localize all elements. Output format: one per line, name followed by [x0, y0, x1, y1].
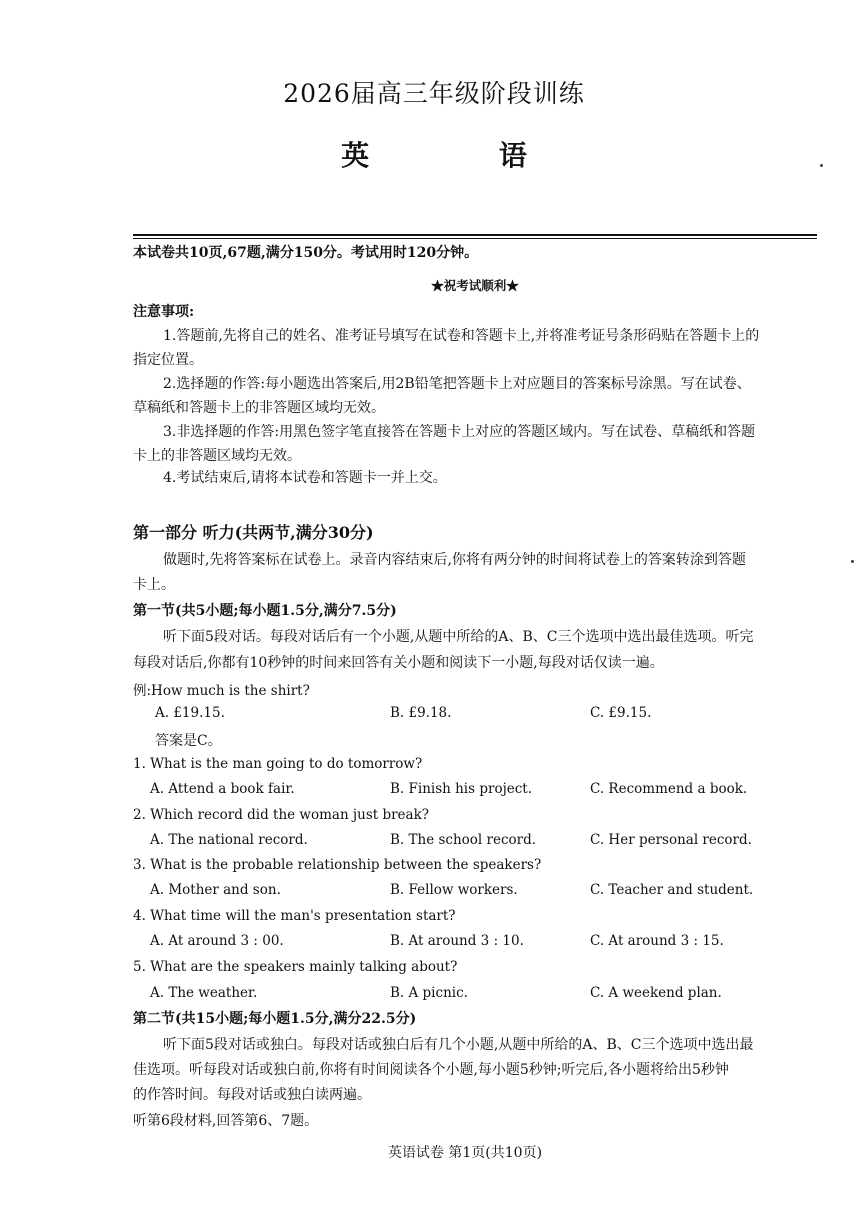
example-option-c: C. £9.15. [590, 705, 652, 721]
material-line: 听第6段材料,回答第6、7题。 [133, 1113, 319, 1129]
option-a: A. The weather. [150, 985, 258, 1001]
notice-item: 4.考试结束后,请将本试卷和答题卡一并上交。 [163, 470, 447, 486]
question-5: 5. What are the speakers mainly talking about? [133, 959, 458, 975]
question-3: 3. What is the probable relationship between the speakers? [133, 857, 542, 873]
exam-info-line: 本试卷共10页,67题,满分150分。考试用时120分钟。 [133, 245, 479, 261]
option-a: A. The national record. [150, 832, 308, 848]
section2-heading: 第二节(共15小题;每小题1.5分,满分22.5分) [133, 1011, 417, 1027]
option-a: A. Attend a book fair. [150, 781, 295, 797]
notice-item: 2.选择题的作答:每小题选出答案后,用2B铅笔把答题卡上对应题目的答案标号涂黑。写在试卷、 [163, 376, 751, 392]
section1-heading: 第一节(共5小题;每小题1.5分,满分7.5分) [133, 603, 397, 619]
option-b: B. A picnic. [390, 985, 468, 1001]
notice-item: 草稿纸和答题卡上的非答题区域均无效。 [133, 400, 385, 416]
question-4: 4. What time will the man's presentation start? [133, 908, 456, 924]
notice-item: 1.答题前,先将自己的姓名、准考证号填写在试卷和答题卡上,并将准考证号条形码贴在答题卡上的 [163, 328, 760, 344]
part1-intro-line: 做题时,先将答案标在试卷上。录音内容结束后,你将有两分钟的时间将试卷上的答案转涂到答题 [163, 552, 746, 568]
scan-speck [820, 164, 823, 167]
example-option-b: B. £9.18. [390, 705, 452, 721]
header-rule-thin [133, 238, 817, 239]
notice-item: 卡上的非答题区域均无效。 [133, 448, 301, 464]
option-b: B. The school record. [390, 832, 537, 848]
scan-speck [851, 560, 854, 563]
option-a: A. Mother and son. [150, 882, 281, 898]
part1-intro-line: 卡上。 [133, 577, 175, 593]
notice-item: 3.非选择题的作答:用黑色签字笔直接答在答题卡上对应的答题区域内。写在试卷、草稿纸和答题 [163, 424, 756, 440]
section2-instruction-line: 的作答时间。每段对话或独白读两遍。 [133, 1087, 371, 1103]
exam-title: 2026届高三年级阶段训练 [283, 79, 585, 108]
option-c: C. A weekend plan. [590, 985, 722, 1001]
example-answer: 答案是C。 [155, 733, 222, 749]
header-rule-thick [133, 234, 817, 236]
section1-instruction-line: 听下面5段对话。每段对话后有一个小题,从题中所给的A、B、C三个选项中选出最佳选项。听完 [163, 629, 754, 645]
section2-instruction-line: 佳选项。听每段对话或独白前,你将有时间阅读各个小题,每小题5秒钟;听完后,各小题将给出5秒钟 [133, 1062, 729, 1078]
example-question: 例:How much is the shirt? [133, 683, 310, 699]
option-c: C. Recommend a book. [590, 781, 748, 797]
section2-instruction-line: 听下面5段对话或独白。每段对话或独白后有几个小题,从题中所给的A、B、C三个选项中选出最 [163, 1037, 754, 1053]
good-luck-banner: ★祝考试顺利★ [431, 278, 519, 293]
option-b: B. Finish his project. [390, 781, 533, 797]
option-c: C. Teacher and student. [590, 882, 754, 898]
option-c: C. At around 3 : 15. [590, 933, 724, 949]
page-footer: 英语试卷 第1页(共10页) [387, 1145, 543, 1161]
question-1: 1. What is the man going to do tomorrow? [133, 756, 423, 772]
question-2: 2. Which record did the woman just break? [133, 807, 430, 823]
notice-item: 指定位置。 [133, 352, 203, 368]
option-b: B. At around 3 : 10. [390, 933, 524, 949]
notice-heading: 注意事项: [133, 304, 195, 320]
section1-instruction-line: 每段对话后,你都有10秒钟的时间来回答有关小题和阅读下一小题,每段对话仅读一遍。 [133, 655, 664, 671]
part1-heading: 第一部分 听力(共两节,满分30分) [133, 523, 374, 542]
subject-title: 英 语 [341, 139, 587, 172]
option-c: C. Her personal record. [590, 832, 752, 848]
option-b: B. Fellow workers. [390, 882, 518, 898]
example-option-a: A. £19.15. [155, 705, 225, 721]
option-a: A. At around 3 : 00. [150, 933, 284, 949]
